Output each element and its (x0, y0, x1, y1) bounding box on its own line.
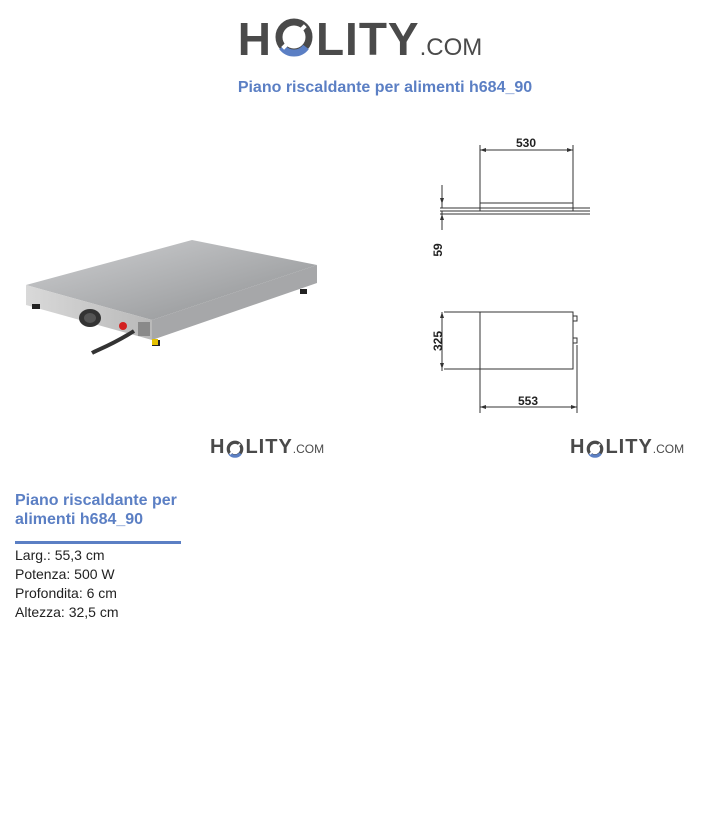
logo-h: H (210, 436, 226, 458)
spec-height: Altezza: 32,5 cm (15, 604, 119, 620)
spec-power: Potenza: 500 W (15, 566, 115, 582)
logo-h: H (570, 436, 586, 458)
spec-width: Larg.: 55,3 cm (15, 547, 105, 563)
logo-com: .COM (292, 442, 325, 456)
dim-plan-depth: 325 (431, 330, 445, 352)
logo-com: .COM (419, 34, 483, 61)
logo-text: LITY (245, 436, 293, 458)
logo-ring-icon (226, 440, 244, 458)
dim-top-width: 530 (515, 136, 537, 150)
logo-text: LITY (315, 13, 420, 65)
technical-drawing (420, 130, 610, 420)
spec-list (15, 546, 119, 622)
page-title: Piano riscaldante per alimenti h684_90 (237, 79, 533, 96)
logo-h: H (237, 13, 272, 65)
brand-logo[interactable] (0, 12, 720, 66)
logo-ring-icon (274, 17, 314, 57)
logo-com: .COM (652, 442, 685, 456)
divider (15, 541, 181, 544)
brand-logo-small[interactable] (210, 436, 324, 459)
dim-plan-width: 553 (517, 394, 539, 408)
spec-depth: Profondita: 6 cm (15, 585, 117, 601)
product-photo (12, 185, 332, 380)
dim-side-height: 59 (431, 243, 445, 257)
brand-logo-small[interactable] (570, 436, 684, 459)
logo-ring-icon (586, 440, 604, 458)
logo-text: LITY (605, 436, 653, 458)
product-name: Piano riscaldante per alimenti h684_90 (15, 492, 177, 528)
